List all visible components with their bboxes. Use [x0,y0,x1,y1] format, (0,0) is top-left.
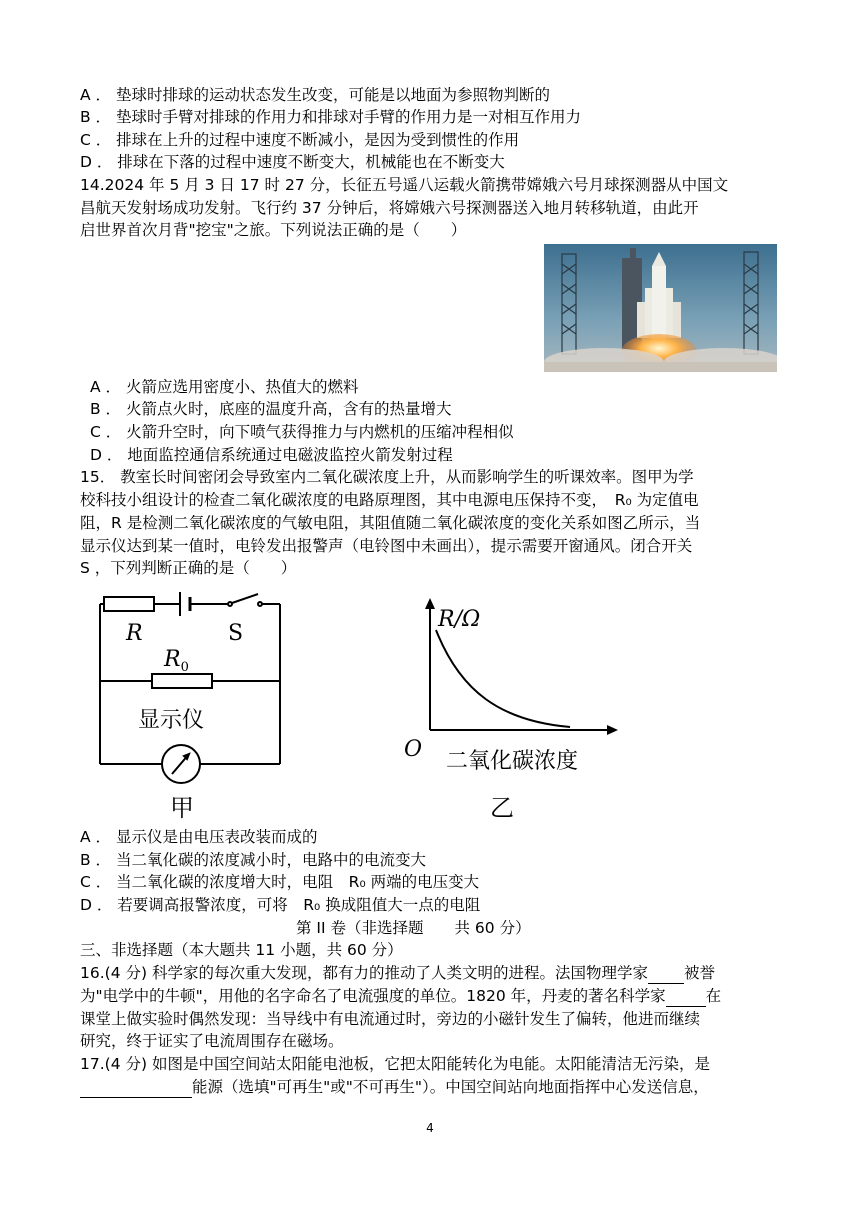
q16-text-a: 16.(4 分) 科学家的每次重大发现，都有力的推动了人类文明的进程。法国物理学家 [80,964,648,982]
q17-blank-1[interactable] [80,1079,192,1098]
q13-option-d: D ． 排球在下落的过程中速度不断变大，机械能也在不断变大 [80,153,505,171]
q16-line3: 课堂上做实验时偶然发现：当导线中有电流通过时，旁边的小磁针发生了偏转，他进而继续 [80,1010,701,1028]
rocket-launch-photo [544,244,777,372]
q17-line2-row [80,1076,709,1098]
graph-origin: O [404,737,423,762]
q13-option-c: C ． 排球在上升的过程中速度不断减小，是因为受到惯性的作用 [80,131,520,149]
graph-yi [400,596,630,832]
label-r: R [126,621,143,646]
label-r0: R [164,647,181,672]
q15-option-c: C ． 当二氧化碳的浓度增大时，电阻 R₀ 两端的电压变大 [80,873,480,891]
label-r0-sub: 0 [180,660,189,675]
q15-stem-line5: S ，下列判断正确的是（ ） [80,559,297,577]
q16-blank-1[interactable] [648,965,684,984]
caption-jia: 甲 [170,794,194,822]
q16-line2 [80,985,721,1007]
q15-stem-line2: 校科技小组设计的检查二氧化碳浓度的电路原理图，其中电源电压保持不变， R₀ 为定值电 [80,491,699,509]
q14-stem-line2: 昌航天发射场成功发射。飞行约 37 分钟后，将嫦娥六号探测器送入地月转移轨道，由此开 [80,199,699,217]
q15-option-a: A ． 显示仪是由电压表改装而成的 [80,828,318,846]
q14-option-d: D ． 地面监控通信系统通过电磁波监控火箭发射过程 [90,446,453,464]
caption-yi: 乙 [490,794,514,822]
page-number: 4 [426,1121,434,1135]
q17-line1: 17.(4 分) 如图是中国空间站太阳能电池板，它把太阳能转化为电能。太阳能清洁无污染，是 [80,1055,710,1073]
svg-text:R0 [163,647,189,675]
q14-option-c: C ． 火箭升空时，向下喷气获得推力与内燃机的压缩冲程相似 [90,423,514,441]
graph-xlabel: 二氧化碳浓度 [446,749,579,774]
q16-line4: 研究，终于证实了电流周围存在磁场。 [80,1032,344,1050]
q16-text-c: 为"电学中的牛顿"，用他的名字命名了电流强度的单位。1820 年，丹麦的著名科学家 [80,987,666,1005]
q16-blank-2[interactable] [666,988,706,1007]
q16-text-b: 被誉 [683,964,715,982]
q15-option-d: D ． 若要调高报警浓度，可将 R₀ 换成阻值大一点的电阻 [80,896,481,914]
q13-option-b: B ． 垫球时手臂对排球的作用力和排球对手臂的作用力是一对相互作用力 [80,108,581,126]
q17-line2: 能源（选填"可再生"或"不可再生"）。中国空间站向地面指挥中心发送信息， [192,1078,709,1096]
circuit-diagram-jia [90,586,300,830]
q14-option-b: B ． 火箭点火时，底座的温度升高，含有的热量增大 [90,400,452,418]
label-display: 显示仪 [138,708,205,733]
q14-option-a: A ． 火箭应选用密度小、热值大的燃料 [90,378,359,396]
q13-option-a: A ． 垫球时排球的运动状态发生改变，可能是以地面为参照物判断的 [80,86,550,104]
q14-stem-line1: 14.2024 年 5 月 3 日 17 时 27 分，长征五号遥八运载火箭携带嫦娥六号月球探测器从中国文 [80,176,729,194]
section2-title: 第 II 卷（非选择题 共 60 分） [296,919,531,937]
q15-option-b: B ． 当二氧化碳的浓度减小时，电路中的电流变大 [80,851,426,869]
q14-stem-line3: 启世界首次月背"挖宝"之旅。下列说法正确的是（ ） [80,221,467,239]
label-s: S [228,621,244,646]
q16-text-d: 在 [705,987,722,1005]
q16-line1 [80,962,715,984]
q15-stem-line3: 阻，R 是检测二氧化碳浓度的气敏电阻，其阻值随二氧化碳浓度的变化关系如图乙所示，当 [80,514,701,532]
q15-stem-line4: 显示仪达到某一值时，电铃发出报警声（电铃图中未画出），提示需要开窗通风。闭合开关 [80,537,693,555]
graph-ylabel: R/Ω [438,607,481,632]
q15-stem-line1: 15． 教室长时间密闭会导致室内二氧化碳浓度上升，从而影响学生的听课效率。图甲为学 [80,468,694,486]
section2-heading: 三、非选择题（本大题共 11 小题，共 60 分） [80,941,403,959]
